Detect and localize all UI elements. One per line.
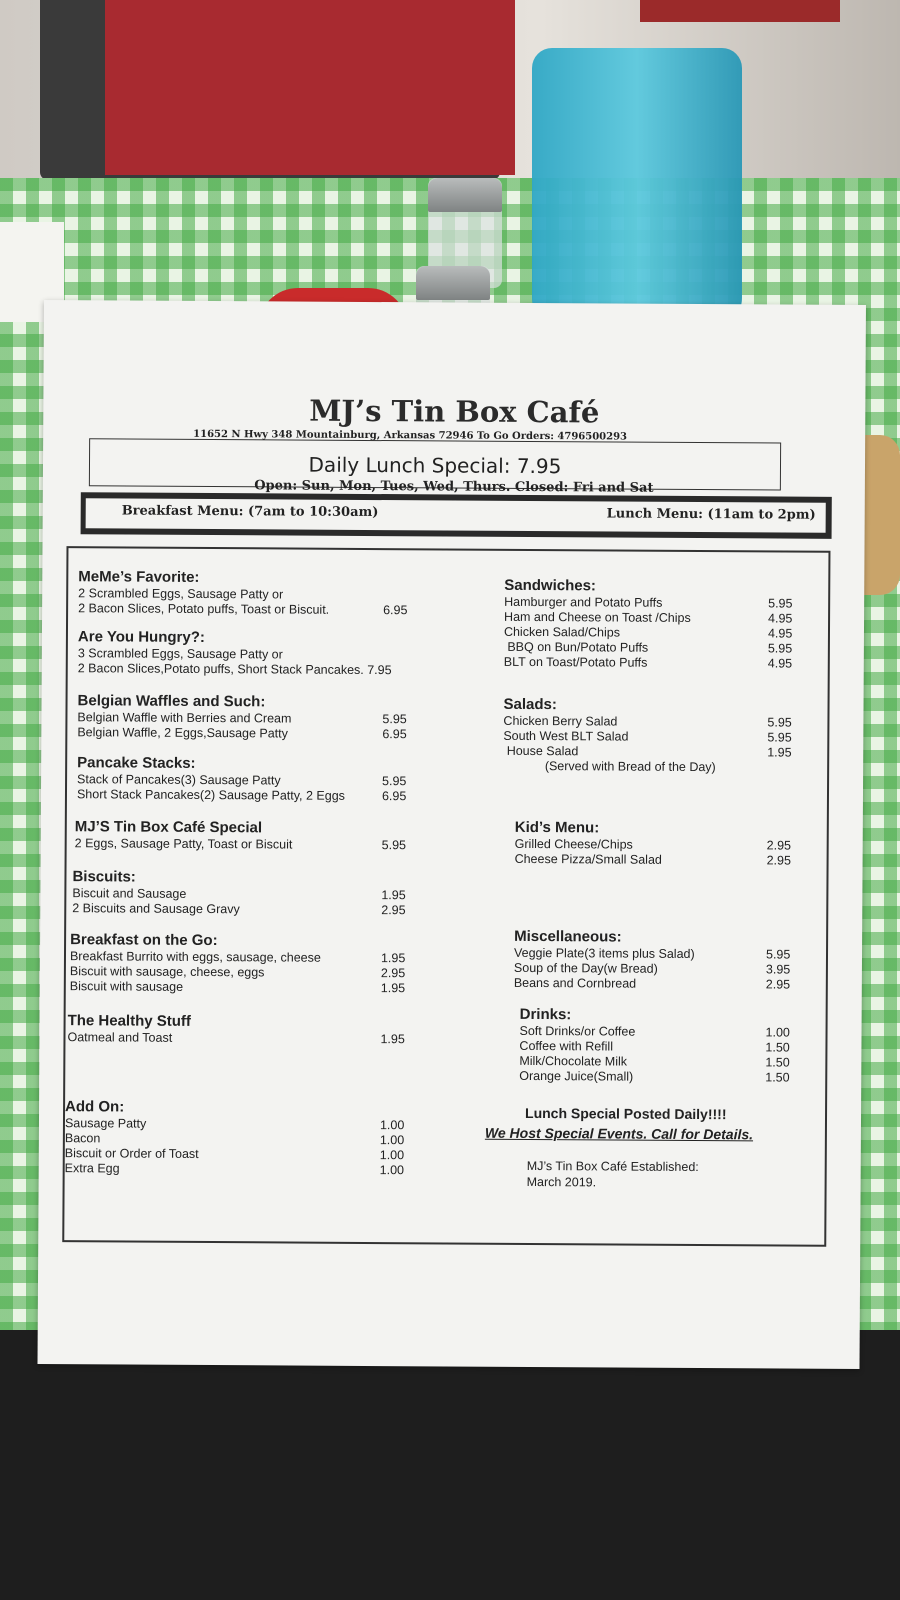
menu-item	[503, 713, 792, 730]
item-name: Coffee with Refill	[519, 1038, 614, 1054]
menu-item	[503, 639, 793, 656]
menu-section	[514, 818, 792, 868]
menu-item	[74, 836, 407, 853]
item-name: Chicken Berry Salad	[503, 713, 618, 729]
item-name: Biscuit with sausage	[69, 979, 184, 994]
section-title: Pancake Stacks:	[77, 754, 196, 772]
daily-special: Daily Lunch Special: 7.95	[89, 438, 781, 490]
menu-paper	[38, 300, 866, 1369]
item-price: 1.95	[380, 1032, 405, 1047]
item-price: 1.00	[379, 1133, 405, 1148]
menu-section	[78, 568, 408, 618]
item-price: 1.50	[765, 1070, 790, 1085]
item-name: Ham and Cheese on Toast /Chips	[504, 609, 691, 625]
item-price: 4.95	[767, 656, 793, 671]
section-title: MeMe’s Favorite:	[78, 568, 200, 586]
item-price: 2.95	[765, 977, 791, 992]
item-name: 2 Bacon Slices, Potato puffs, Toast or Biscuit.	[78, 601, 330, 617]
item-price: 5.95	[767, 641, 793, 656]
menu-item	[78, 601, 408, 618]
menu-item	[64, 1161, 405, 1178]
section-title: MJ’S Tin Box Café Special	[74, 818, 263, 837]
menu-hours-bar	[81, 492, 832, 539]
menu-item	[503, 654, 793, 671]
item-name: Belgian Waffle with Berries and Cream	[77, 710, 292, 726]
item-name: Grilled Cheese/Chips	[514, 836, 633, 852]
chair	[40, 0, 500, 180]
chair-back	[640, 0, 840, 22]
item-price: 5.95	[767, 715, 792, 730]
item-price: 6.95	[381, 789, 407, 804]
menu-item	[519, 1053, 790, 1070]
menu-item	[72, 901, 406, 918]
menu-item	[76, 787, 407, 804]
item-name: Veggie Plate(3 items plus Salad)	[513, 945, 695, 961]
special-events-note: We Host Special Events. Call for Details.	[484, 1124, 754, 1143]
item-name: Chicken Salad/Chips	[503, 624, 621, 640]
item-name: BBQ on Bun/Potato Puffs	[503, 639, 649, 655]
menu-item	[67, 1030, 405, 1047]
item-name: Beans and Cornbread	[513, 975, 637, 991]
menu-item	[72, 886, 406, 903]
item-price: 2.95	[381, 903, 406, 918]
item-name: 2 Biscuits and Sausage Gravy	[72, 901, 240, 917]
menu-item	[503, 743, 792, 760]
menu-item	[78, 661, 392, 678]
menu-section	[503, 695, 792, 775]
item-name: (Served with Bread of the Day)	[503, 758, 716, 775]
item-price: 6.95	[383, 603, 408, 618]
item-price: 5.95	[765, 947, 791, 962]
item-name: Stack of Pancakes(3) Sausage Patty	[77, 772, 281, 788]
address: 11652 N Hwy 348 Mountainburg, Arkansas 72946 To Go Orders: 4796500293	[193, 428, 628, 443]
menu-item	[78, 586, 329, 603]
item-price: 4.95	[768, 611, 793, 626]
item-name: Sausage Patty	[64, 1116, 147, 1131]
item-price: 1.95	[767, 745, 792, 760]
item-price: 5.95	[768, 596, 793, 611]
menu-item	[514, 836, 792, 853]
section-title: Biscuits:	[72, 868, 136, 886]
section-title: Kid’s Menu:	[514, 818, 600, 837]
item-name: Milk/Chocolate Milk	[519, 1053, 628, 1069]
blue-water-cup	[532, 48, 742, 328]
section-title: Are You Hungry?:	[77, 628, 205, 646]
section-title: Drinks:	[519, 1005, 572, 1024]
item-price: 5.95	[382, 774, 407, 789]
item-price: 1.50	[765, 1055, 790, 1070]
menu-section	[72, 868, 406, 918]
section-title: Miscellaneous:	[514, 927, 622, 946]
menu-item	[69, 979, 406, 996]
menu-item	[64, 1146, 405, 1163]
menu-section	[503, 576, 793, 671]
item-name: 2 Bacon Slices,Potato puffs, Short Stack Pancakes. 7.95	[77, 661, 392, 678]
established-line-1: MJ’s Tin Box Café Established:	[526, 1158, 699, 1175]
item-name: Hamburger and Potato Puffs	[504, 594, 663, 610]
breakfast-hours: Breakfast Menu: (7am to 10:30am)	[121, 503, 379, 521]
item-name: BLT on Toast/Potato Puffs	[503, 654, 648, 670]
item-price: 1.50	[765, 1040, 790, 1055]
menu-item	[77, 772, 407, 789]
item-name: 2 Scrambled Eggs, Sausage Patty or	[78, 586, 284, 602]
menu-item	[64, 1116, 405, 1133]
menu-section	[69, 931, 406, 996]
item-name: 3 Scrambled Eggs, Sausage Patty or	[77, 646, 283, 662]
item-name: Belgian Waffle, 2 Eggs,Sausage Patty	[77, 725, 288, 741]
menu-item	[69, 964, 406, 981]
section-title: Belgian Waffles and Such:	[77, 692, 266, 711]
menu-item	[519, 1068, 790, 1085]
item-price: 1.95	[381, 888, 406, 903]
established-line-2: March 2019.	[526, 1174, 597, 1190]
menu-item	[64, 1131, 405, 1148]
lap-dark	[0, 1330, 900, 1600]
item-price: 2.95	[766, 838, 792, 853]
item-name: Oatmeal and Toast	[67, 1030, 173, 1045]
section-title: Breakfast on the Go:	[70, 931, 218, 950]
menu-item	[513, 975, 791, 992]
menu-item	[514, 851, 791, 868]
item-price: 6.95	[382, 727, 407, 742]
item-price: 1.95	[380, 981, 406, 996]
item-name: Biscuit with sausage, cheese, eggs	[69, 964, 265, 980]
menu-item	[503, 728, 792, 745]
item-name: Soup of the Day(w Bread)	[513, 960, 658, 976]
item-price: 1.00	[765, 1025, 790, 1040]
menu-item	[519, 1023, 790, 1040]
section-title: Add On:	[65, 1098, 125, 1116]
item-price: 2.95	[380, 966, 406, 981]
menu-item	[519, 1038, 790, 1055]
lunch-hours: Lunch Menu: (11am to 2pm)	[606, 506, 816, 523]
menu-section	[513, 927, 791, 992]
menu-section	[77, 692, 407, 742]
item-name: Biscuit or Order of Toast	[64, 1146, 199, 1161]
menu-section	[78, 628, 392, 678]
item-price: 1.00	[379, 1163, 405, 1178]
menu-item	[504, 594, 793, 611]
menu-section	[519, 1005, 790, 1085]
menu-item	[504, 609, 793, 626]
cafe-title: MJ’s Tin Box Café	[309, 393, 600, 430]
item-name: 2 Eggs, Sausage Patty, Toast or Biscuit	[74, 836, 293, 852]
menu-item	[503, 759, 716, 775]
item-price: 1.95	[380, 951, 406, 966]
item-name: Extra Egg	[64, 1161, 120, 1176]
section-title: Salads:	[503, 695, 557, 714]
menu-box	[62, 546, 830, 1247]
item-name: Short Stack Pancakes(2) Sausage Patty, 2 Eggs	[76, 787, 345, 803]
menu-section	[74, 818, 407, 853]
item-name: Biscuit and Sausage	[72, 886, 187, 901]
item-price: 1.00	[379, 1118, 405, 1133]
section-title: Sandwiches:	[504, 576, 597, 595]
menu-item	[77, 710, 407, 727]
item-name: Bacon	[64, 1131, 101, 1146]
item-name: House Salad	[503, 743, 579, 759]
menu-item	[77, 725, 407, 742]
lunch-special-note: Lunch Special Posted Daily!!!!	[524, 1104, 727, 1123]
section-title: The Healthy Stuff	[67, 1012, 191, 1030]
item-price: 5.95	[381, 838, 407, 853]
item-name: Cheese Pizza/Small Salad	[514, 851, 662, 867]
item-price: 4.95	[767, 626, 793, 641]
menu-item	[69, 949, 406, 966]
item-price: 2.95	[766, 853, 791, 868]
menu-item	[513, 960, 791, 977]
item-price: 5.95	[382, 712, 407, 727]
item-name: Soft Drinks/or Coffee	[519, 1023, 636, 1039]
item-name: South West BLT Salad	[503, 728, 629, 744]
item-price: 5.95	[767, 730, 792, 745]
item-price: 3.95	[765, 962, 791, 977]
item-name: Breakfast Burrito with eggs, sausage, cheese	[69, 949, 321, 965]
menu-item	[503, 624, 793, 641]
menu-section	[64, 1098, 405, 1178]
menu-item	[513, 945, 791, 962]
chair-cushion	[105, 0, 515, 175]
item-price: 1.00	[379, 1148, 405, 1163]
menu-section	[76, 754, 407, 804]
open-hours: Open: Sun, Mon, Tues, Wed, Thurs. Closed: Fri and Sat	[254, 478, 654, 496]
menu-section	[67, 1012, 405, 1047]
item-name: Orange Juice(Small)	[519, 1068, 634, 1084]
